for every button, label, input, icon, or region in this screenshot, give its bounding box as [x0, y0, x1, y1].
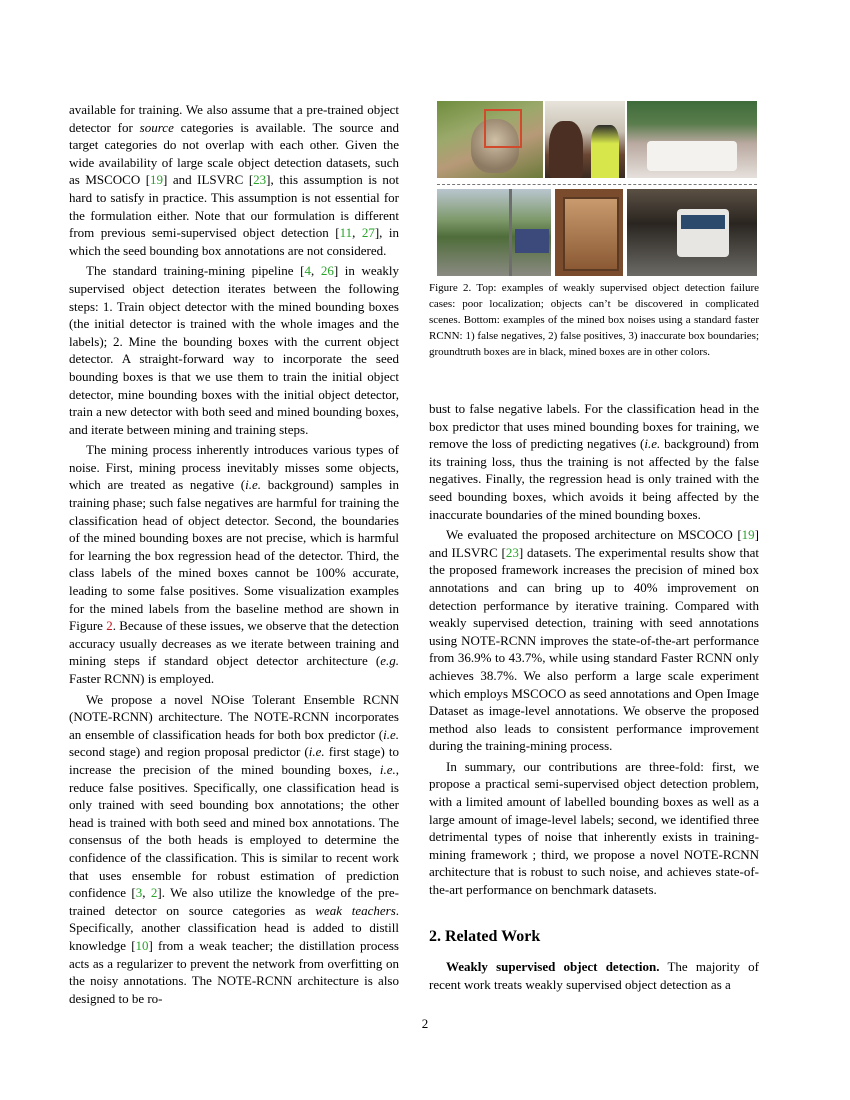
horse-shape [549, 121, 583, 178]
citation-link[interactable]: 23 [505, 544, 519, 560]
horse-rider-photo [545, 101, 625, 178]
rider-shape [591, 125, 619, 178]
right-column [429, 400, 759, 899]
related-work-paragraph: Weakly supervised object detection. The majority of recent work treats weakly supervised object detection as a [429, 959, 760, 992]
left-column [69, 101, 399, 1007]
figure-image-grid [437, 101, 757, 276]
window-pane [563, 197, 619, 271]
bus-window [681, 215, 725, 229]
citation-link[interactable]: 4 [304, 263, 311, 279]
citation-link[interactable]: 2 [150, 885, 158, 901]
citation-link[interactable]: 3 [135, 885, 143, 901]
paragraph-2: The standard training-mining pipeline [4, 26] in weakly supervised object detection iterates between the following steps: 1. Train object detector with the mined bounding boxes (the initial detector is trained with the whole images and the labels); 2. Mine the bounding boxes with the current object detector. A straight-forward way to incorporate the seed bounding boxes is that we use them to train the initial object detector, mine bounding boxes with the initial object detector, train a new detector with both seed and mined bounding boxes, and iterate between mining and training steps. [69, 263, 400, 437]
figure-ref-link[interactable]: 2 [106, 618, 113, 634]
paragraph-3: The mining process inherently introduces various types of noise. First, mining process inevitably misses some objects, which are treated as negative (i.e. background) samples in training phase; such false negatives are harmful for training the classification head of object detector. Second, the boundaries of the mined bounding boxes are not precise, which is harmful for learning the box regression head of the detector. Third, the class labels of the mined boxes cannot be 100% accurate, leading to some false positives. Some visualization examples for the mined labels from the baseline method are shown in Figure 2. Because of these issues, we observe that the detection accuracy usually decreases as we iterate between training and mining steps if standard object detector architecture (e.g. Faster RCNN) is employed. [69, 442, 399, 686]
paragraph-6: We evaluated the proposed architecture on MSCOCO [19] and ILSVRC [23] datasets. The experimental results show that the proposed framework increases the precision of mined box annotations and can bring up to 40% improvement on detection performance by iterative training. Compared with weakly supervised detection, training with seed annotations using NOTE-RCNN improves the state-of-the-art performance from 36.9% to 43.7%, while using standard Faster RCNN only achieves 38.7%. We also perform a large scale experiment which employs MSCOCO as seed annotations and Open Image Dataset as image-level annotations. We observe the proposed method also leads to consistent performance improvement during the training-mining process. [429, 527, 760, 754]
citation-link[interactable]: 19 [150, 172, 164, 188]
paragraph-5: bust to false negative labels. For the classification head in the box predictor that uses mined bounding boxes for training, we remove the loss of predicting negatives (i.e. background) from its training loss, thus the training is not affected by the false negatives. Finally, the regression head is only trained with the seed bounding boxes, which avoids it being affected by the inaccurate boundaries of the mined bounding boxes. [429, 401, 759, 522]
citation-link[interactable]: 26 [320, 263, 334, 279]
table-shape [647, 141, 737, 171]
figure-caption: Figure 2. Top: examples of weakly supervised object detection failure cases: poor localization; objects can’t be discovered in complicated scenes. Bottom: examples of the mined box noises using a standard faster RCNN: 1) false negatives, 2) false positives, 3) inaccurate box boundaries; groundtruth boxes are in black, mined boxes are in other colors. [429, 282, 759, 358]
window-photo [555, 189, 623, 276]
figure-2 [429, 101, 759, 360]
truck-shape [515, 229, 549, 253]
truck-field-photo [437, 189, 551, 276]
citation-link[interactable]: 10 [135, 937, 149, 953]
citation-link[interactable]: 19 [741, 527, 755, 543]
dining-scene-photo [627, 101, 757, 178]
paragraph-7: In summary, our contributions are three-fold: first, we propose a practical semi-supervised object detection problem, with a limited amount of labelled bounding boxes as well as a large amount of image-level labels; second, we identified three detrimental types of noise that inherently exists in training-mining framework ; third, we propose a novel NOTE-RCNN architecture that is robust to such noise, and achieves state-of-the-art performance on benchmark datasets. [429, 758, 759, 898]
citation-link[interactable]: 27 [361, 225, 375, 241]
dashed-separator [437, 184, 757, 185]
bus-station-photo [627, 189, 757, 276]
section-heading: 2. Related Work [429, 928, 541, 945]
mined-box [484, 109, 522, 148]
citation-link[interactable]: 11 [339, 225, 353, 241]
paragraph-4: We propose a novel NOise Tolerant Ensemble RCNN (NOTE-RCNN) architecture. The NOTE-RCNN incorporates an ensemble of classification heads for both box predictor (i.e. second stage) and region proposal predictor (i.e. first stage) to increase the precision of the mined bounding boxes, i.e., reduce false positives. Specifically, one classification head is only trained with seed bounding box annotations; the other head is trained with both seed and mined box annotations. The consensus of the both heads is employed to determine the confidence of the classification. This is similar to recent work that uses ensemble for robust estimation of prediction confidence [3, 2]. We also utilize the knowledge of the pre-trained detector on source categories as weak teachers. Specifically, another classification head is added to distill knowledge [10] from a weak teacher; the distillation process acts as a regularizer to prevent the network from overfitting on the noisy annotations. The NOTE-RCNN architecture is also designed to be ro- [69, 691, 399, 1006]
page-number: 2 [421, 1016, 429, 1031]
paragraph-1: available for training. We also assume that a pre-trained object detector for source categories is available. The source and target categories do not overlap with each other. Given the wide availability of large scale object detection datasets, such as MSCOCO [19] and ILSVRC [23], this assumption is not hard to satisfy in practice. This assumption is not essential for the formulation either. Note that our formulation is different from previous semi-supervised object detection [11, 27], in which the seed bounding box annotations are not considered. [69, 102, 399, 258]
cat-photo [437, 101, 543, 178]
pole-shape [509, 189, 512, 276]
citation-link[interactable]: 23 [253, 172, 267, 188]
